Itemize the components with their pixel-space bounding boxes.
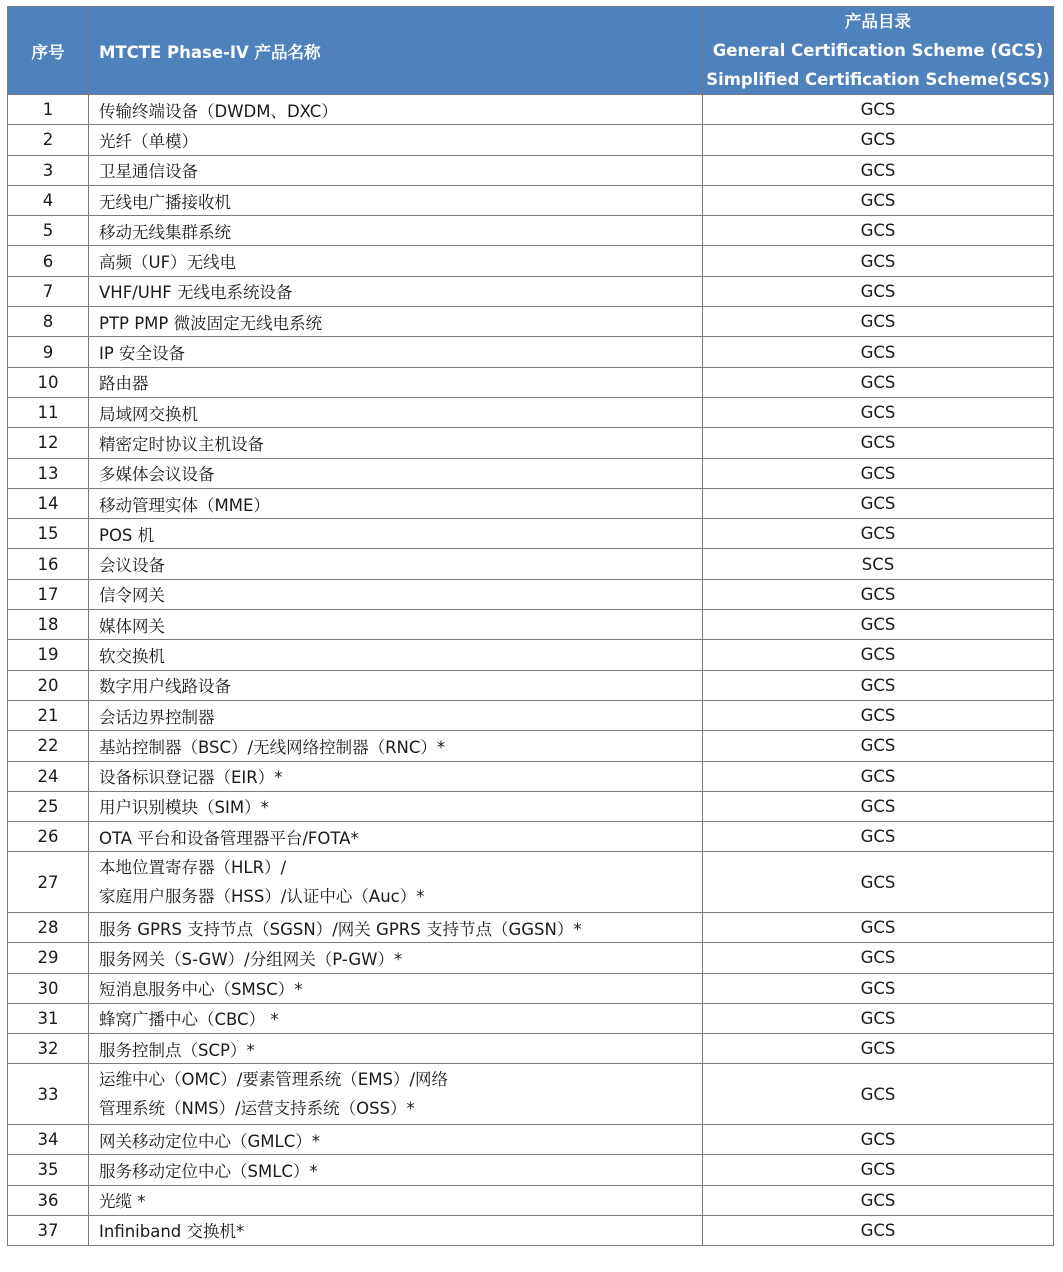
table-row xyxy=(8,579,1054,609)
product-name-cell xyxy=(89,1124,703,1154)
table-row xyxy=(8,155,1054,185)
certification-scheme: GCS xyxy=(703,519,1054,549)
table-row xyxy=(8,519,1054,549)
table-row xyxy=(8,1064,1054,1125)
certification-scheme: GCS xyxy=(703,1124,1054,1154)
row-number: 4 xyxy=(8,185,89,215)
product-name-cell xyxy=(89,1064,703,1125)
product-name-line: 媒体网关 xyxy=(99,616,165,636)
row-number: 12 xyxy=(8,428,89,458)
certification-scheme: GCS xyxy=(703,276,1054,306)
product-name-cell xyxy=(89,1003,703,1033)
product-name-line: 蜂窝广播中心（CBC） * xyxy=(99,1010,279,1030)
product-name-line: POS 机 xyxy=(99,525,155,545)
product-name-line: IP 安全设备 xyxy=(99,344,186,364)
table-row xyxy=(8,1185,1054,1215)
row-number: 31 xyxy=(8,1003,89,1033)
product-name-line: 数字用户线路设备 xyxy=(99,677,231,697)
product-name-line: OTA 平台和设备管理器平台/FOTA* xyxy=(99,828,359,848)
row-number: 26 xyxy=(8,822,89,852)
row-number: 11 xyxy=(8,397,89,427)
product-name-cell xyxy=(89,125,703,155)
table-row xyxy=(8,246,1054,276)
table-row xyxy=(8,185,1054,215)
certification-scheme: GCS xyxy=(703,1064,1054,1125)
product-name-cell xyxy=(89,973,703,1003)
product-name-cell xyxy=(89,95,703,125)
table-row xyxy=(8,731,1054,761)
product-table xyxy=(7,6,1054,1246)
product-name-cell xyxy=(89,912,703,942)
table-row xyxy=(8,1034,1054,1064)
product-name-line: 光纤（单模） xyxy=(99,131,198,151)
row-number: 8 xyxy=(8,307,89,337)
product-name-cell xyxy=(89,640,703,670)
product-name-cell xyxy=(89,337,703,367)
product-name-line: 用户识别模块（SIM）* xyxy=(99,798,269,818)
row-number: 21 xyxy=(8,700,89,730)
product-name-cell xyxy=(89,610,703,640)
certification-scheme: GCS xyxy=(703,1155,1054,1185)
row-number: 25 xyxy=(8,791,89,821)
row-number: 6 xyxy=(8,246,89,276)
table-header xyxy=(8,7,1054,95)
certification-scheme: SCS xyxy=(703,549,1054,579)
certification-scheme: GCS xyxy=(703,95,1054,125)
certification-scheme: GCS xyxy=(703,640,1054,670)
product-name-cell xyxy=(89,428,703,458)
product-name-line: 高频（UF）无线电 xyxy=(99,253,237,273)
product-name-cell xyxy=(89,943,703,973)
product-name-line: 服务网关（S-GW）/分组网关（P-GW）* xyxy=(99,949,403,969)
product-table-container xyxy=(7,6,1054,1246)
row-number: 36 xyxy=(8,1185,89,1215)
product-name-cell xyxy=(89,458,703,488)
product-name-line: 光缆 * xyxy=(99,1192,146,1212)
row-number: 7 xyxy=(8,276,89,306)
table-row xyxy=(8,1215,1054,1245)
row-number: 24 xyxy=(8,761,89,791)
certification-scheme: GCS xyxy=(703,852,1054,913)
row-number: 17 xyxy=(8,579,89,609)
certification-scheme: GCS xyxy=(703,670,1054,700)
certification-scheme: GCS xyxy=(703,579,1054,609)
product-name-line: 会话边界控制器 xyxy=(99,707,215,727)
product-name-line: 信令网关 xyxy=(99,586,165,606)
product-name-cell xyxy=(89,700,703,730)
row-number: 30 xyxy=(8,973,89,1003)
product-name-line: 多媒体会议设备 xyxy=(99,465,215,485)
certification-scheme: GCS xyxy=(703,1003,1054,1033)
row-number: 1 xyxy=(8,95,89,125)
certification-scheme: GCS xyxy=(703,700,1054,730)
row-number: 19 xyxy=(8,640,89,670)
table-row xyxy=(8,1124,1054,1154)
product-name-cell xyxy=(89,185,703,215)
certification-scheme: GCS xyxy=(703,610,1054,640)
product-name-line: 移动无线集群系统 xyxy=(99,222,231,242)
certification-scheme: GCS xyxy=(703,1185,1054,1215)
product-name-line: 网关移动定位中心（GMLC）* xyxy=(99,1131,320,1151)
table-row xyxy=(8,488,1054,518)
certification-scheme: GCS xyxy=(703,185,1054,215)
row-number: 37 xyxy=(8,1215,89,1245)
certification-scheme: GCS xyxy=(703,1034,1054,1064)
row-number: 27 xyxy=(8,852,89,913)
product-name-cell xyxy=(89,519,703,549)
table-row xyxy=(8,337,1054,367)
table-row xyxy=(8,852,1054,913)
product-name-cell xyxy=(89,367,703,397)
header-num: 序号 xyxy=(8,7,89,95)
product-name-cell xyxy=(89,549,703,579)
table-row xyxy=(8,307,1054,337)
row-number: 9 xyxy=(8,337,89,367)
row-number: 3 xyxy=(8,155,89,185)
table-row xyxy=(8,276,1054,306)
product-name-line: 基站控制器（BSC）/无线网络控制器（RNC）* xyxy=(99,737,446,757)
certification-scheme: GCS xyxy=(703,822,1054,852)
table-body xyxy=(8,95,1054,1246)
product-name-line: 服务控制点（SCP）* xyxy=(99,1040,255,1060)
table-row xyxy=(8,458,1054,488)
product-name-line: 运维中心（OMC）/要素管理系统（EMS）/网络 xyxy=(99,1070,448,1090)
product-name-line: 精密定时协议主机设备 xyxy=(99,434,264,454)
row-number: 22 xyxy=(8,731,89,761)
table-row xyxy=(8,1003,1054,1033)
certification-scheme: GCS xyxy=(703,791,1054,821)
product-name-line: 局域网交换机 xyxy=(99,404,198,424)
product-name-cell xyxy=(89,852,703,913)
product-name-cell xyxy=(89,579,703,609)
certification-scheme: GCS xyxy=(703,731,1054,761)
product-name-line: VHF/UHF 无线电系统设备 xyxy=(99,283,293,303)
row-number: 34 xyxy=(8,1124,89,1154)
product-name-line: 管理系统（NMS）/运营支持系统（OSS）* xyxy=(99,1099,415,1119)
certification-scheme: GCS xyxy=(703,337,1054,367)
certification-scheme: GCS xyxy=(703,761,1054,791)
table-row xyxy=(8,95,1054,125)
table-row xyxy=(8,912,1054,942)
product-name-cell xyxy=(89,488,703,518)
row-number: 35 xyxy=(8,1155,89,1185)
product-name-line: 传输终端设备（DWDM、DXC） xyxy=(99,101,338,121)
table-row xyxy=(8,549,1054,579)
certification-scheme: GCS xyxy=(703,1215,1054,1245)
certification-scheme: GCS xyxy=(703,458,1054,488)
certification-scheme: GCS xyxy=(703,155,1054,185)
product-name-line: 路由器 xyxy=(99,374,149,394)
row-number: 33 xyxy=(8,1064,89,1125)
row-number: 5 xyxy=(8,216,89,246)
certification-scheme: GCS xyxy=(703,125,1054,155)
header-category xyxy=(703,7,1054,95)
product-name-cell xyxy=(89,761,703,791)
table-row xyxy=(8,397,1054,427)
row-number: 10 xyxy=(8,367,89,397)
product-name-cell xyxy=(89,397,703,427)
certification-scheme: GCS xyxy=(703,488,1054,518)
row-number: 20 xyxy=(8,670,89,700)
table-row xyxy=(8,761,1054,791)
product-name-line: 设备标识登记器（EIR）* xyxy=(99,768,283,788)
product-name-line: 软交换机 xyxy=(99,646,165,666)
product-name-cell xyxy=(89,1034,703,1064)
product-name-line: 会议设备 xyxy=(99,556,165,576)
certification-scheme: GCS xyxy=(703,397,1054,427)
table-row xyxy=(8,610,1054,640)
row-number: 14 xyxy=(8,488,89,518)
product-name-line: 本地位置寄存器（HLR）/ xyxy=(99,858,287,878)
product-name-line: 无线电广播接收机 xyxy=(99,192,231,212)
row-number: 13 xyxy=(8,458,89,488)
header-name: MTCTE Phase-IV 产品名称 xyxy=(89,7,703,95)
header-category-scs: Simplified Certification Scheme(SCS) xyxy=(706,70,1050,89)
product-name-line: 移动管理实体（MME） xyxy=(99,495,270,515)
product-name-cell xyxy=(89,155,703,185)
table-row xyxy=(8,791,1054,821)
certification-scheme: GCS xyxy=(703,216,1054,246)
row-number: 16 xyxy=(8,549,89,579)
certification-scheme: GCS xyxy=(703,943,1054,973)
row-number: 29 xyxy=(8,943,89,973)
table-row xyxy=(8,822,1054,852)
table-row xyxy=(8,125,1054,155)
product-name-line: Infiniband 交换机* xyxy=(99,1222,245,1242)
row-number: 28 xyxy=(8,912,89,942)
product-name-cell xyxy=(89,1155,703,1185)
header-category-gcs: General Certification Scheme (GCS) xyxy=(712,41,1044,60)
product-name-cell xyxy=(89,670,703,700)
header-row xyxy=(8,7,1054,95)
table-row xyxy=(8,1155,1054,1185)
product-name-line: 短消息服务中心（SMSC）* xyxy=(99,980,303,1000)
product-name-line: 家庭用户服务器（HSS）/认证中心（Auc）* xyxy=(99,887,425,907)
certification-scheme: GCS xyxy=(703,912,1054,942)
table-row xyxy=(8,640,1054,670)
product-name-cell xyxy=(89,246,703,276)
header-category-title: 产品目录 xyxy=(845,12,911,31)
certification-scheme: GCS xyxy=(703,428,1054,458)
product-name-cell xyxy=(89,731,703,761)
product-name-cell xyxy=(89,1215,703,1245)
table-row xyxy=(8,670,1054,700)
row-number: 15 xyxy=(8,519,89,549)
row-number: 2 xyxy=(8,125,89,155)
table-row xyxy=(8,943,1054,973)
certification-scheme: GCS xyxy=(703,367,1054,397)
table-row xyxy=(8,367,1054,397)
product-name-line: 服务 GPRS 支持节点（SGSN）/网关 GPRS 支持节点（GGSN）* xyxy=(99,919,582,939)
product-name-cell xyxy=(89,1185,703,1215)
product-name-line: 卫星通信设备 xyxy=(99,162,198,182)
certification-scheme: GCS xyxy=(703,307,1054,337)
product-name-cell xyxy=(89,822,703,852)
row-number: 18 xyxy=(8,610,89,640)
certification-scheme: GCS xyxy=(703,246,1054,276)
table-row xyxy=(8,700,1054,730)
table-row xyxy=(8,973,1054,1003)
table-row xyxy=(8,428,1054,458)
row-number: 32 xyxy=(8,1034,89,1064)
product-name-cell xyxy=(89,216,703,246)
product-name-cell xyxy=(89,276,703,306)
product-name-cell xyxy=(89,307,703,337)
product-name-cell xyxy=(89,791,703,821)
table-row xyxy=(8,216,1054,246)
product-name-line: 服务移动定位中心（SMLC）* xyxy=(99,1161,318,1181)
certification-scheme: GCS xyxy=(703,973,1054,1003)
product-name-line: PTP PMP 微波固定无线电系统 xyxy=(99,313,323,333)
